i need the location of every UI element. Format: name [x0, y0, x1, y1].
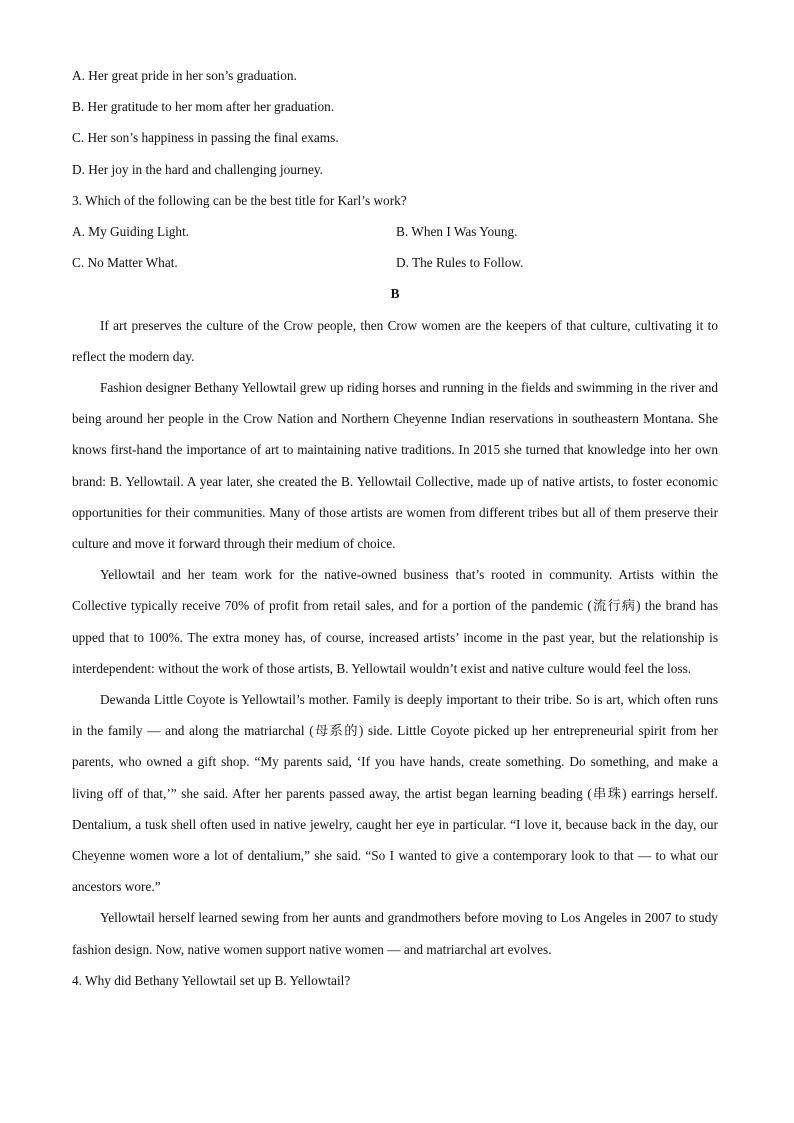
q3-question: 3. Which of the following can be the best title for Karl’s work? [72, 192, 407, 208]
section-title: B [390, 286, 400, 302]
passage-paragraph-2: Fashion designer Bethany Yellowtail grew up riding horses and running in the fields and swimming in the river and being around her people in the Crow Nation and Northern Cheyenne Indian reservations in southeastern Montana. She knows first-hand the importance of art to maintaining native traditions. In 2015 she turned that knowledge into her own brand: B. Yellowtail. A year later, she created the B. Yellowtail Collective, made up of native artists, to foster economic opportunities for their communities. Many of those artists are women from different tribes but all of them preserve their culture and move it forward through their medium of choice. [72, 379, 718, 551]
q3-option-d: D. The Rules to Follow. [396, 255, 524, 271]
q2-option-a: A. Her great pride in her son’s graduation. [72, 68, 297, 83]
passage-paragraph-1: If art preserves the culture of the Crow people, then Crow women are the keepers of that culture, cultivating it to reflect the modern day. [72, 317, 718, 364]
q4-question: 4. Why did Bethany Yellowtail set up B. Yellowtail? [72, 972, 351, 988]
q3-option-c: C. No Matter What. [72, 255, 178, 271]
q2-option-d: D. Her joy in the hard and challenging journey. [72, 161, 323, 177]
passage-paragraph-5: Yellowtail herself learned sewing from her aunts and grandmothers before moving to Los Angeles in 2007 to study fashion design. Now, native women support native women — and matriarchal art evolves. [72, 910, 718, 957]
q2-option-c: C. Her son’s happiness in passing the final exams. [72, 130, 339, 146]
q3-options-row-1 [72, 216, 718, 247]
document-page [72, 60, 718, 996]
passage-paragraph-3: Yellowtail and her team work for the native-owned business that’s rooted in community. Artists within the Collective typically receive 70% of profit from retail sales, and for a portion of the pandemic (流行病) the brand has upped that to 100%. The extra money has, of course, increased artists’ income in the past year, but the relationship is interdependent: without the work of those artists, B. Yellowtail wouldn’t exist and native culture would feel the loss. [72, 567, 718, 676]
passage-paragraph-4: Dewanda Little Coyote is Yellowtail’s mother. Family is deeply important to their tribe. So is art, which often runs in the family — and along the matriarchal (母系的) side. Little Coyote picked up her entrepreneurial spirit from her parents, who owned a gift shop. “My parents said, ‘If you have hands, create something. Do something, and make a living off of that,’” she said. After her parents passed away, the artist began learning beading (串珠) earrings herself. Dentalium, a tusk shell often used in native jewelry, caught her eye in particular. “I love it, because back in the day, our Cheyenne women wore a lot of dentalium,” she said. “So I wanted to give a contemporary look to that — to what our ancestors wore.” [72, 691, 718, 895]
q3-options-row-2 [72, 247, 718, 278]
q2-option-b: B. Her gratitude to her mom after her graduation. [72, 99, 335, 115]
q3-option-a: A. My Guiding Light. [72, 223, 190, 239]
q3-option-b: B. When I Was Young. [396, 223, 518, 239]
